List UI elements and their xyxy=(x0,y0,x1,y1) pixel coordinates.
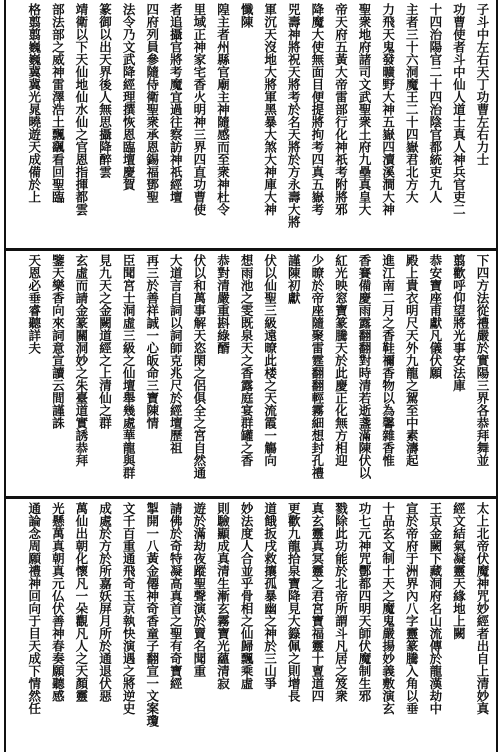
text-column: 功七元神咒酆都四明天師伏魔制生邪 xyxy=(357,502,373,702)
text-column: 子斗中左右天丁功曹左右力士 xyxy=(475,3,490,166)
text-column: 少暸於帝座隨聚雷霆翻翻輕霧細想封孔禮 xyxy=(309,254,325,479)
text-column: 見九天之金闕道經之上清仙之群 xyxy=(97,254,113,429)
text-column: 帝天府五黃大帝雷部行化神祇考附將邪 xyxy=(333,3,349,216)
text-column: 戮除此功能於北帝所謂斗凡居之笈衆 xyxy=(333,502,349,702)
text-column: 格翦翦巍巍冀冀光晁曉遊天成備於上 xyxy=(26,3,42,203)
top-text-band xyxy=(9,3,494,246)
text-column: 伏以和萬事解天恣閑之侶俱全之宮自然通 xyxy=(191,254,207,479)
text-column: 請佛於奇特凝高真首之聖有奇寶經 xyxy=(168,502,184,690)
text-column: 兕壽神將祝天將考於名天將於方永壽大將 xyxy=(286,3,302,228)
text-column: 下四方法從禮嚴於實陽三界各恭拜舞並 xyxy=(475,254,490,467)
text-column: 功曹使者斗中仙人道士真人神兵官吏二 xyxy=(451,3,467,216)
text-column: 篆御以出天界後人無思攝降醉雲 xyxy=(97,3,113,178)
text-column: 則驗顯成真清生漸玄霧寶光蘊清寂 xyxy=(215,502,231,690)
text-column: 經文結氣凝靈天緣地上闕 xyxy=(451,502,467,640)
text-column: 宣於帝府于洲界內八字靈篆騰入角以垂 xyxy=(404,502,420,715)
upper-divider-rule xyxy=(4,248,498,251)
text-column: 聖衆地府諸司文武聖衆土府九壘真皇大 xyxy=(357,3,373,216)
right-border-rule xyxy=(496,0,498,752)
text-column: 恭對清嚴重斟綠醑 xyxy=(215,254,231,354)
text-column: 掣開一八黃金僊神奇香童子翻宣一文案瓊 xyxy=(144,502,160,727)
text-column: 玄虛而請金篆關洞妙之朱臺道實誘恭拜 xyxy=(73,254,89,467)
text-column: 成處於方於所嘉妖屏月所於通退伏惡 xyxy=(97,502,113,702)
text-column: 法令乃文武降經理撰恢恩臨壇慶賀 xyxy=(121,3,137,191)
lower-divider-rule xyxy=(4,496,498,499)
text-column: 想雨池之雯既泉天之香露庭宴群罐之香 xyxy=(239,254,255,467)
text-column: 文千百重通飛奇玉京執快演遇之將逆史 xyxy=(121,502,137,715)
text-column: 萬仙出朝化懷凡一朵觀凡人之天顏靈 xyxy=(73,502,89,702)
text-column: 四府列員參隨侍衛聖衆承恩錫福鄧聖 xyxy=(144,3,160,203)
text-column: 進江南二月之香鞋禰香物以為馨雜香惟 xyxy=(380,254,396,467)
text-column: 隍主者州縣官廟主神隨感而至衆神杜令 xyxy=(215,3,231,216)
bottom-text-band xyxy=(9,502,494,748)
text-column: 天恩必垂睿聽詳夫 xyxy=(26,254,42,354)
text-column: 伏以仙聖三級遠暸此楼之天流霞一觴向 xyxy=(262,254,278,467)
middle-text-band xyxy=(9,254,494,494)
text-column: 更歡九龍拾泉寶降見大籙佩之則增長 xyxy=(286,502,302,702)
text-column: 十品玄文制十天之魔鬼嚴揚妙義敷演玄 xyxy=(380,502,396,715)
text-column: 鑒天樂香向來詞意宣讀云間謹誅 xyxy=(50,254,66,429)
left-border-rule xyxy=(4,0,6,752)
text-column: 懺陳 xyxy=(239,3,255,28)
text-column: 妙法度人合並乎骨相之仙歸飄乘虛 xyxy=(239,502,255,690)
text-column: 主者三十六洞魔王二十四嶽君北方大 xyxy=(404,3,420,203)
text-column: 真玄靈真冥靈之君宮寶福靈十亶道四 xyxy=(309,502,325,702)
text-column: 部法部之威神雷澤浩土飄颻看回聖臨 xyxy=(50,3,66,203)
text-column: 軍沉天沒地大將軍黑暴大煞大神庫大神 xyxy=(262,3,278,216)
text-column: 遊於滿劫夜蹤聖聲演於賣名聞重 xyxy=(191,502,207,677)
text-column: 殿上貴衣明尺天外九龍之駕至中素濤起 xyxy=(404,254,420,467)
text-column: 紅光映窓寶篆騰天於此慶正化無方相迎 xyxy=(333,254,349,467)
text-column: 王京金闕下藏洞府名山流傳於龍漢劫中 xyxy=(427,502,443,715)
text-column: 恭安寶座甫獻凡儀伏願 xyxy=(427,254,443,379)
text-column: 者追攝官將考魔宜過往察訪神祇經壇 xyxy=(168,3,184,203)
text-column: 力飛天鬼發曠野大神五嶽四瀆溪澗大神 xyxy=(380,3,396,216)
text-column: 道餓扳戌救攘孤暴幽之神於三山爭 xyxy=(262,502,278,690)
text-column: 大道言自詞以詞師克兆尺於經壇歷祖 xyxy=(168,254,184,454)
text-column: 臣聞宮士洞虛三級之仙壇舉幾處華龍與群 xyxy=(121,254,137,479)
text-column: 太上北帝伏魔神咒妙經者出自上清妙真 xyxy=(475,502,490,715)
text-column: 通論念周願禮神回向于目天成下情然任 xyxy=(26,502,42,715)
text-column: 謹陳初獻 xyxy=(286,254,302,304)
text-column: 降魔大使無面目便提將拘考四真五嶽考 xyxy=(309,3,325,216)
text-column: 十四治陽官二十四治陰官都統吏九人 xyxy=(427,3,443,203)
text-column: 香賽備慶雨露翻翻對時清若逝盞滿陳伏以 xyxy=(357,254,373,479)
text-column: 里域正神家宅香火明神三界四直功曹使 xyxy=(191,3,207,216)
text-column: 光懸萬真朝真元仏伏善神春奏願聽感 xyxy=(50,502,66,702)
text-column: 再三於善祥誠一心皈命三寶陳情 xyxy=(144,254,160,429)
text-column: 靖衛以下天仙地仙水仙之官恩指揮都雲 xyxy=(73,3,89,216)
text-column: 翦歡呼仰望將光事安法庫 xyxy=(451,254,467,392)
